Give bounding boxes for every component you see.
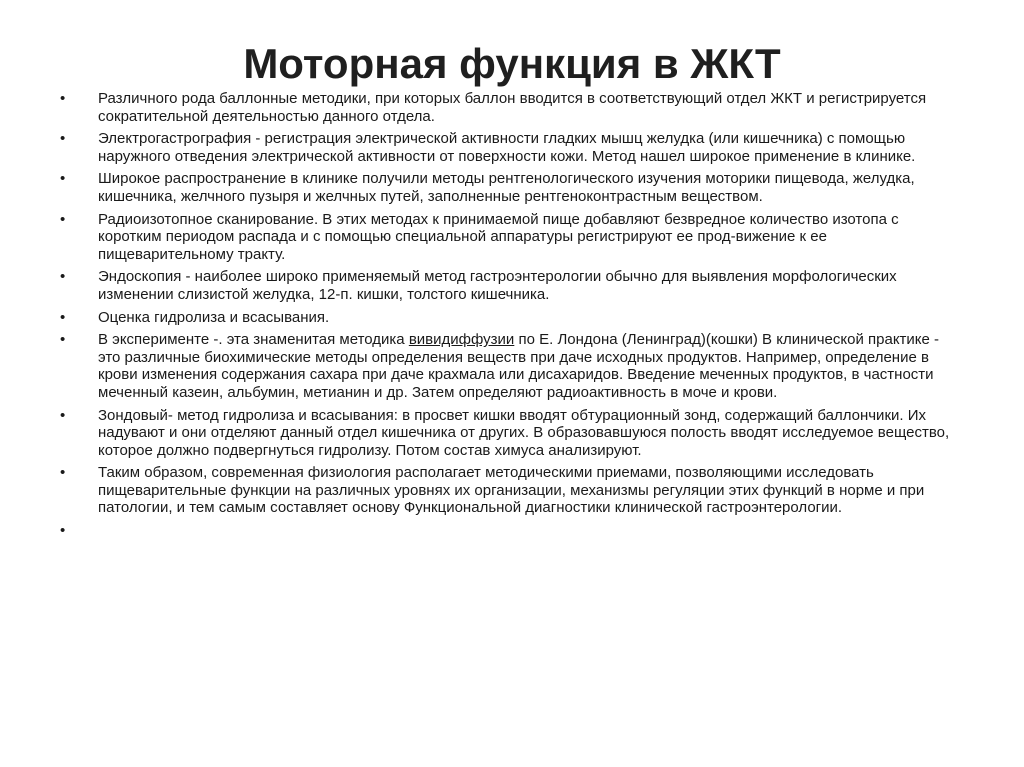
bullet-list [60, 90, 960, 522]
bullet-item [60, 268, 960, 303]
bullet-text: Зондовый- метод гидролиза и всасывания: в просвет кишки вводят обтурационный зонд, содержащий баллончики. Их надувают и они отделяют данный отдел кишечника от других. В образовавшуюся полость вводят исследуемое вещество, которое должно подвергнуться гидролизу. Потом состав химуса анализируют. [98, 406, 950, 459]
slide-title: Моторная функция в ЖКТ [243, 40, 781, 87]
bullet-text-after: по Е. Лондона (Ленинград)(кошки) В клинической практике - это различные биохимические методы определения веществ при даче исходных продуктов. Например, определение в крови изменения содержания сахара при даче крахмала или дисахаридов. Введение меченных продуктов, в частности меченный казеин, альбумин, метианин и др. Затем определяют радиоактивность в моче и крови. [98, 331, 940, 401]
bullet-text: Оценка гидролиза и всасывания. [98, 308, 330, 326]
bullet-item [60, 90, 960, 125]
bullet-item [60, 309, 960, 327]
bullet-text-before: В эксперименте -. эта знаменитая методика [98, 331, 409, 349]
bullet-text: Радиоизотопное сканирование. В этих методах к принимаемой пище добавляют безвредное количество изотопа с коротким периодом распада и с помощью специальной аппаратуры регистрируют ее прод-вижение к ее пищеварительному тракту. [98, 210, 899, 263]
bullet-item [60, 130, 960, 165]
bullet-text: Таким образом, современная физиология располагает методическими приемами, позволяющими исследовать пищеварительные функции на различных уровнях их организации, механизмы регуляции этих функций в норме и при патологии, и тем самым составляет основу Функциональной диагностики клинической гастроэнтерологии. [98, 464, 925, 517]
vividiffusion-term: вивидиффузии [408, 331, 515, 349]
bullet-item [60, 407, 960, 460]
bullet-item [60, 170, 960, 205]
bullet-text: Различного рода баллонные методики, при которых баллон вводится в соответствующий отдел ЖКТ и регистрируется сократительной деятельностью данного отдела. [98, 90, 927, 125]
bullet-item [60, 211, 960, 264]
bullet-text: Электрогастрография - регистрация электрической активности гладких мышц желудка (или кишечника) с помощью наружного отведения электрической активности от поверхности кожи. Метод нашел широкое применение в клинике. [98, 130, 916, 165]
bullet-text: Широкое распространение в клинике получили методы рентгенологического изучения моторики пищевода, желудка, кишечника, желчного пузыря и желчных путей, заполненные рентгеноконтрастным веществом. [98, 170, 915, 205]
bullet-item [60, 464, 960, 517]
bullet-item [60, 331, 960, 401]
bullet-text: Эндоскопия - наиболее широко применяемый метод гастроэнтерологии обычно для выявления морфологических изменении слизистой желудка, 12-п. кишки, толстого кишечника. [98, 268, 897, 303]
